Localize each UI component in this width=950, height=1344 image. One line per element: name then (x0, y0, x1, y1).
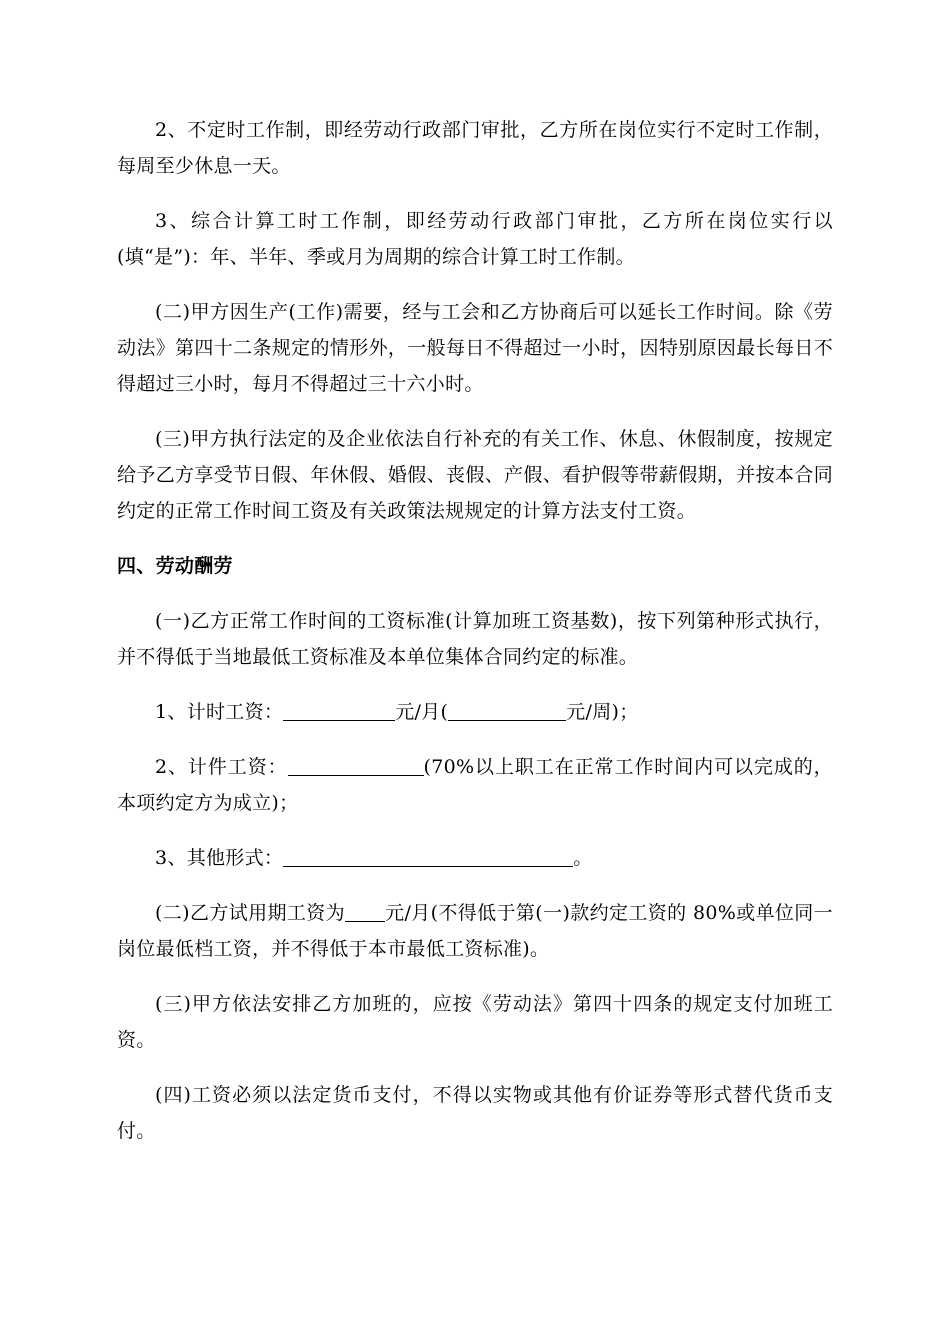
paragraph-wage-standard: (一)乙方正常工作时间的工资标准(计算加班工资基数)，按下列第种形式执行，并不得低于当地最低工资标准及本单位集体合同约定的标准。 (117, 610, 833, 668)
section-heading-remuneration: 四、劳动酬劳 (117, 555, 233, 577)
time-wage-weekly-blank[interactable] (448, 700, 566, 721)
paragraph-holidays: (三)甲方执行法定的及企业依法自行补充的有关工作、休息、休假制度，按规定给予乙方享受节日假、年休假、婚假、丧假、产假、看护假等带薪假期，并按本合同约定的正常工作时间工资及有关政策法规规定的计算方法支付工资。 (117, 428, 833, 522)
paragraph-other-form: 3、其他形式： 。 (155, 847, 593, 869)
paragraph-probation-wage: (二)乙方试用期工资为 元/月(不得低于第(一)款约定工资的 80%或单位同一岗位最低档工资，并不得低于本市最低工资标准)。 (117, 902, 833, 960)
paragraph-piece-wage: 2、计件工资： (70%以上职工在正常工作时间内可以完成的，本项约定方为成立)； (117, 756, 833, 814)
paragraph-currency-payment: (四)工资必须以法定货币支付，不得以实物或其他有价证券等形式替代货币支付。 (117, 1084, 833, 1142)
time-wage-monthly-blank[interactable] (283, 700, 395, 721)
document-body (117, 112, 833, 1149)
paragraph-time-wage: 1、计时工资： 元/月( 元/周)； (155, 701, 639, 723)
paragraph-comprehensive-hours: 3、综合计算工时工作制，即经劳动行政部门审批，乙方所在岗位实行以(填“是”)：年、半年、季或月为周期的综合计算工时工作制。 (117, 210, 833, 268)
paragraph-overtime-pay: (三)甲方依法安排乙方加班的，应按《劳动法》第四十四条的规定支付加班工资。 (117, 993, 833, 1051)
probation-wage-blank[interactable] (345, 901, 385, 922)
other-form-blank[interactable] (283, 846, 573, 867)
paragraph-flexible-hours: 2、不定时工作制，即经劳动行政部门审批，乙方所在岗位实行不定时工作制，每周至少休息一天。 (117, 119, 833, 177)
paragraph-overtime-extension: (二)甲方因生产(工作)需要，经与工会和乙方协商后可以延长工作时间。除《劳动法》第四十二条规定的情形外，一般每日不得超过一小时，因特别原因最长每日不得超过三小时，每月不得超过三十六小时。 (117, 301, 833, 395)
piece-wage-blank[interactable] (288, 755, 424, 776)
